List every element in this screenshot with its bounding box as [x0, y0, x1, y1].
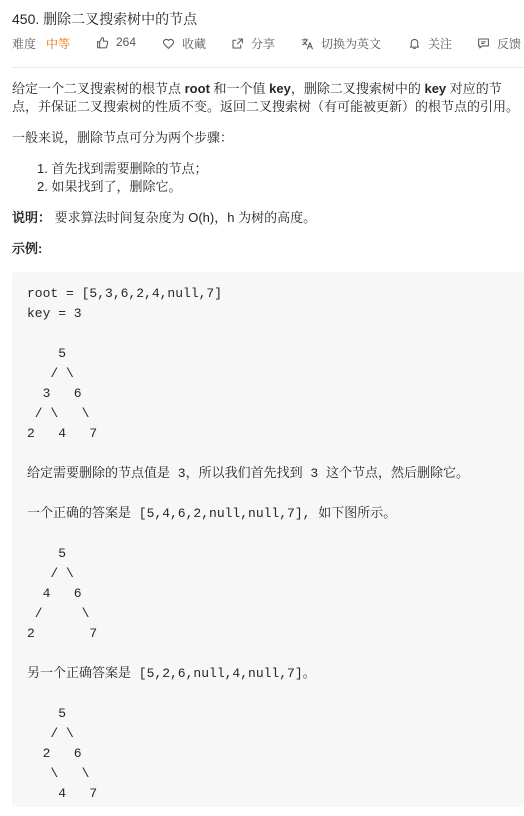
problem-title: 450. 删除二叉搜索树中的节点	[12, 11, 198, 27]
favorite-label: 收藏	[182, 37, 207, 51]
feedback-icon	[477, 37, 490, 50]
difficulty-value: 中等	[46, 37, 71, 51]
translate-icon	[301, 37, 314, 50]
feedback-button[interactable]	[477, 35, 521, 52]
example-code-block	[12, 272, 524, 807]
note-label: 说明：	[12, 210, 52, 225]
example-heading: 示例:	[12, 241, 43, 256]
share-button[interactable]	[231, 35, 275, 52]
share-icon	[231, 37, 244, 50]
list-item: 2. 如果找到了，删除它。	[37, 179, 182, 194]
bell-icon	[408, 37, 421, 50]
header-divider	[12, 67, 524, 68]
keyword-key: key	[424, 81, 447, 96]
follow-button[interactable]	[408, 35, 452, 52]
like-count: 264	[116, 35, 137, 49]
difficulty-label: 难度	[12, 37, 37, 51]
favorite-button[interactable]	[162, 35, 206, 52]
description-text: ，删除二叉搜索树中的	[290, 81, 425, 96]
keyword-key: key	[269, 81, 291, 96]
thumbs-up-icon	[96, 36, 109, 49]
note-paragraph	[12, 209, 316, 227]
heart-icon	[162, 37, 175, 50]
description-text: 对应的节点，并保证二叉搜索树的性质不变。返回二叉搜索树（有可能被更新）的根节点的引用。	[12, 81, 520, 114]
share-label: 分享	[251, 37, 276, 51]
feedback-label: 反馈	[497, 37, 522, 51]
follow-label: 关注	[428, 37, 453, 51]
steps-list	[37, 160, 207, 196]
steps-intro: 一般来说，删除节点可分为两个步骤：	[12, 130, 234, 145]
description-paragraph	[12, 80, 524, 116]
note-text: 要求算法时间复杂度为 O(h)，h 为树的高度。	[51, 210, 317, 225]
list-item: 1. 首先找到需要删除的节点；	[37, 161, 208, 176]
switch-language-button[interactable]	[301, 35, 381, 52]
switch-language-label: 切换为英文	[321, 37, 382, 51]
problem-meta-bar	[12, 35, 524, 53]
description-text: 和一个值	[209, 81, 270, 96]
example-code: root = [5,3,6,2,4,null,7] key = 3 5 / \ 3 6 / \ \ 2 4 7 给定需要删除的节点值是 3，所以我们首先找到 3 这个节点，然后删除它。 一个正确的答案是 [5,4,6,2,null,null,7], 如下图所示。 5 / \ 4 6 / \ 2 7 另一个正确答案是 [5,2,6,null,4,null,7]。 5 / \ 2 6 \ \ 4 7	[27, 286, 470, 801]
like-button[interactable]	[96, 35, 136, 49]
description-text: 给定一个二叉搜索树的根节点	[12, 81, 185, 96]
keyword-root: root	[184, 81, 210, 96]
